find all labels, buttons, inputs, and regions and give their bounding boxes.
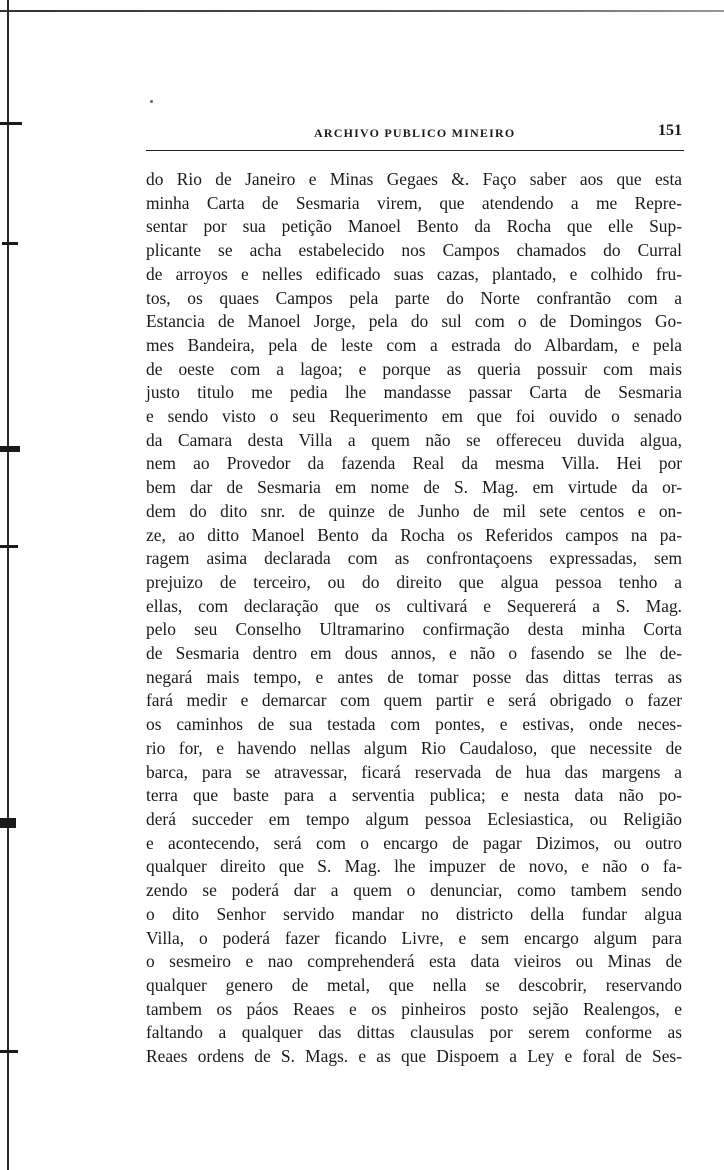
text-line: Reaes ordens de S. Mags. e as que Dispoem a Ley e foral de Ses-: [146, 1046, 682, 1067]
text-line: o sesmeiro e nao comprehenderá esta data vieiros ou Minas de: [146, 951, 682, 972]
scan-mark: [0, 122, 22, 125]
scan-mark: [0, 446, 20, 452]
body-text: [146, 168, 682, 1069]
text-line: minha Carta de Sesmaria virem, que atendendo a me Repre-: [146, 192, 682, 213]
text-line: zendo se poderá dar a quem o denunciar, como tambem sendo: [146, 880, 682, 901]
text-line: rio for, e havendo nellas algum Rio Caudaloso, que necessite de: [146, 737, 682, 758]
text-line: terra que baste para a serventia publica; e nesta data não po-: [146, 785, 682, 806]
text-line: qualquer genero de metal, que nella se descobrir, reservando: [146, 974, 682, 995]
text-line: mes Bandeira, pela de leste com a estrada do Albardam, e pela: [146, 334, 682, 355]
text-line: e sendo visto o seu Requerimento em que foi ouvido o senado: [146, 406, 682, 427]
scan-speck: [150, 100, 153, 103]
text-line: dem do dito snr. de quinze de Junho de mil sete centos e on-: [146, 500, 682, 521]
page-header: [146, 118, 684, 151]
text-line: bem dar de Sesmaria em nome de S. Mag. em virtude da or-: [146, 477, 682, 498]
scan-left-edge: [7, 0, 9, 1170]
text-line: Villa, o poderá fazer ficando Livre, e sem encargo algum para: [146, 927, 682, 948]
text-line: fará medir e demarcar com quem partir e será obrigado o fazer: [146, 690, 682, 711]
scan-mark: [0, 818, 16, 828]
text-line: justo titulo me pedia lhe mandasse passar Carta de Sesmaria: [146, 382, 682, 403]
text-line: plicante se acha estabelecido nos Campos chamados do Curral: [146, 240, 682, 261]
text-line: do Rio de Janeiro e Minas Gegaes &. Faço saber aos que esta: [146, 169, 682, 189]
text-line: derá succeder em tempo algum pessoa Eclesiastica, ou Religião: [146, 808, 682, 829]
text-line: ellas, com declaração que os cultivará e Sequererá a S. Mag.: [146, 595, 682, 616]
text-line: da Camara desta Villa a quem não se offereceu duvida algua,: [146, 429, 682, 450]
text-line: tambem os páos Reaes e os pinheiros posto sejão Realengos, e: [146, 998, 682, 1019]
text-line: de oeste com a lagoa; e porque as queria possuir com mais: [146, 358, 682, 379]
text-line: Estancia de Manoel Jorge, pela do sul com o de Domingos Go-: [146, 311, 682, 332]
text-line: nem ao Provedor da fazenda Real da mesma Villa. Hei por: [146, 453, 682, 474]
text-line: e acontecendo, será com o encargo de pagar Dizimos, ou outro: [146, 832, 682, 853]
text-line: sentar por sua petição Manoel Bento da Rocha que elle Sup-: [146, 216, 682, 237]
text-line: de Sesmaria dentro em dous annos, e não o fasendo se lhe de-: [146, 643, 682, 664]
text-line: faltando a qualquer das dittas clausulas por serem conforme as: [146, 1022, 682, 1043]
text-line: prejuizo de terceiro, ou do direito que algua pessoa tenho a: [146, 571, 682, 592]
scan-mark: [0, 545, 18, 548]
text-line: negará mais tempo, e antes de tomar posse das dittas terras as: [146, 666, 682, 687]
scan-top-edge: [0, 10, 724, 12]
text-line: tos, os quaes Campos pela parte do Norte confrantão com a: [146, 287, 682, 308]
text-line: o dito Senhor servido mandar no districto della fundar algua: [146, 903, 682, 924]
text-line: ze, ao ditto Manoel Bento da Rocha os Referidos campos na pa-: [146, 524, 682, 545]
running-head: ARCHIVO PUBLICO MINEIRO: [314, 126, 516, 140]
scan-mark: [2, 242, 18, 245]
text-line: ragem asima declarada com as confrontaçoens expressadas, sem: [146, 548, 682, 569]
page-number: 151: [658, 122, 682, 139]
text-line: pelo seu Conselho Ultramarino confirmação desta minha Corta: [146, 619, 682, 640]
text-line: os caminhos de sua testada com pontes, e estivas, onde neces-: [146, 714, 682, 735]
text-line: qualquer direito que S. Mag. lhe impuzer de novo, e não o fa-: [146, 856, 682, 877]
text-line: barca, para se atravessar, ficará reservada de hua das margens a: [146, 761, 682, 782]
text-line: de arroyos e nelles edificado suas cazas, plantado, e colhido fru-: [146, 263, 682, 284]
scan-mark: [0, 1050, 18, 1053]
